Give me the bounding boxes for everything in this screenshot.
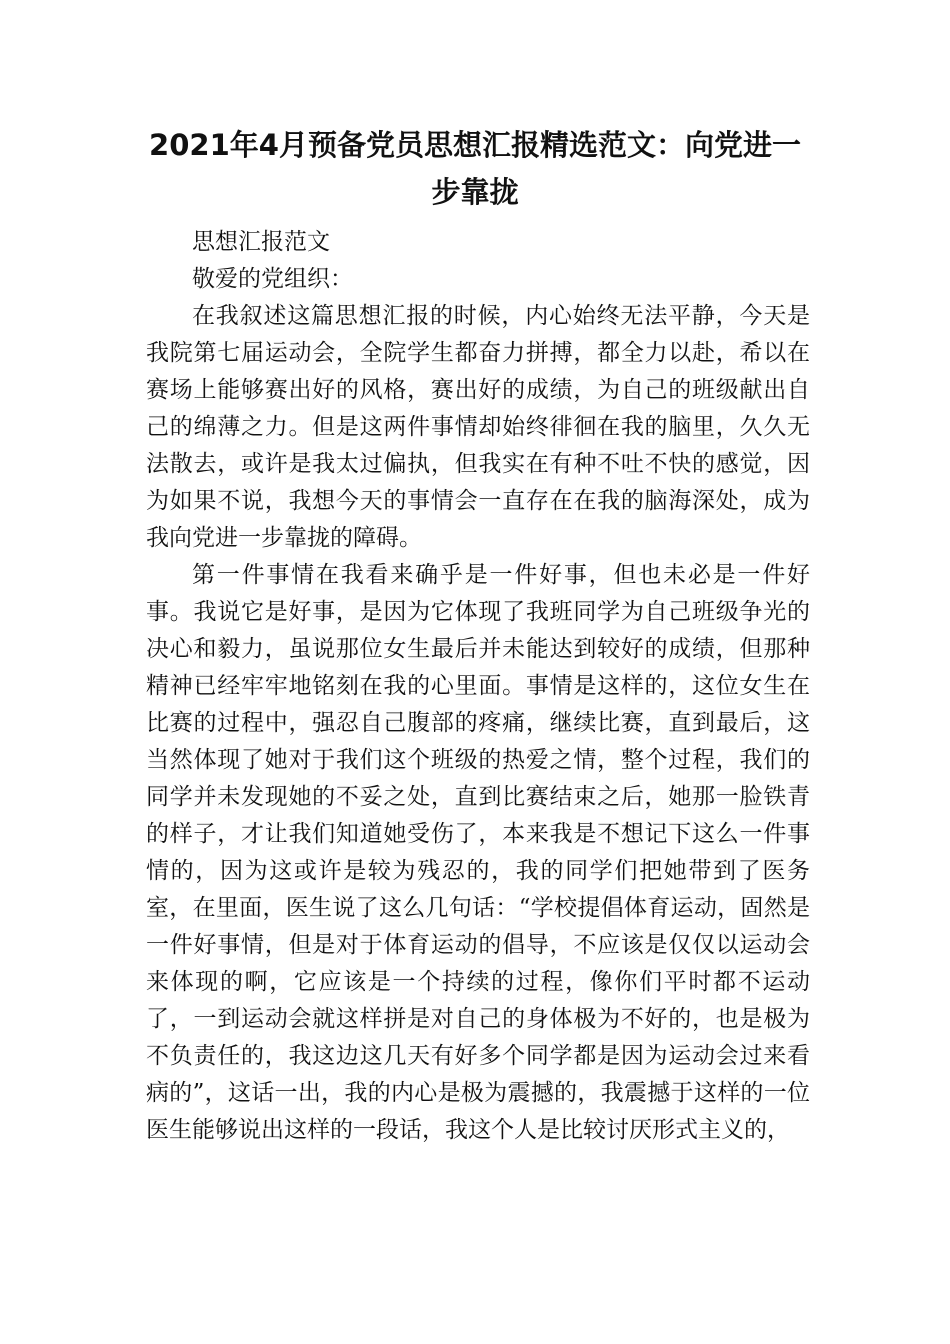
document-title: 2021年4月预备党员思想汇报精选范文：向党进一步靠拢 [149,128,801,209]
paragraph-intro: 在我叙述这篇思想汇报的时候，内心始终无法平静，今天是我院第七届运动会，全院学生都奋力拼搏，都全力以赴，希以在赛场上能够赛出好的风格，赛出好的成绩，为自己的班级献出自己的绵薄之力。但是这两件事情却始终徘徊在我的脑里，久久无法散去，或许是我太过偏执，但我实在有种不吐不快的感觉，因为如果不说，我想今天的事情会一直存在在我的脑海深处，成为我向党进一步靠拢的障碍。 [146,303,810,551]
paragraph-heading-label: 思想汇报范文 [192,229,330,255]
paragraph-salutation: 敬爱的党组织： [192,266,353,292]
document-body [146,224,810,1149]
paragraph-first-matter: 第一件事情在我看来确乎是一件好事，但也未必是一件好事。我说它是好事，是因为它体现了我班同学为自己班级争光的决心和毅力，虽说那位女生最后并未能达到较好的成绩，但那种精神已经牢牢地铭刻在我的心里面。事情是这样的，这位女生在比赛的过程中，强忍自己腹部的疼痛，继续比赛，直到最后，这当然体现了她对于我们这个班级的热爱之情，整个过程，我们的同学并未发现她的不妥之处，直到比赛结束之后，她那一脸铁青的样子，才让我们知道她受伤了，本来我是不想记下这么一件事情的，因为这或许是较为残忍的，我的同学们把她带到了医务室，在里面，医生说了这么几句话：“学校提倡体育运动，固然是一件好事情，但是对于体育运动的倡导，不应该是仅仅以运动会来体现的啊，它应该是一个持续的过程，像你们平时都不运动了，一到运动会就这样拼是对自己的身体极为不好的，也是极为不负责任的，我这边这几天有好多个同学都是因为运动会过来看病的”，这话一出，我的内心是极为震撼的，我震撼于这样的一位医生能够说出这样的一段话，我这个人是比较讨厌形式主义的， [146,562,810,1143]
